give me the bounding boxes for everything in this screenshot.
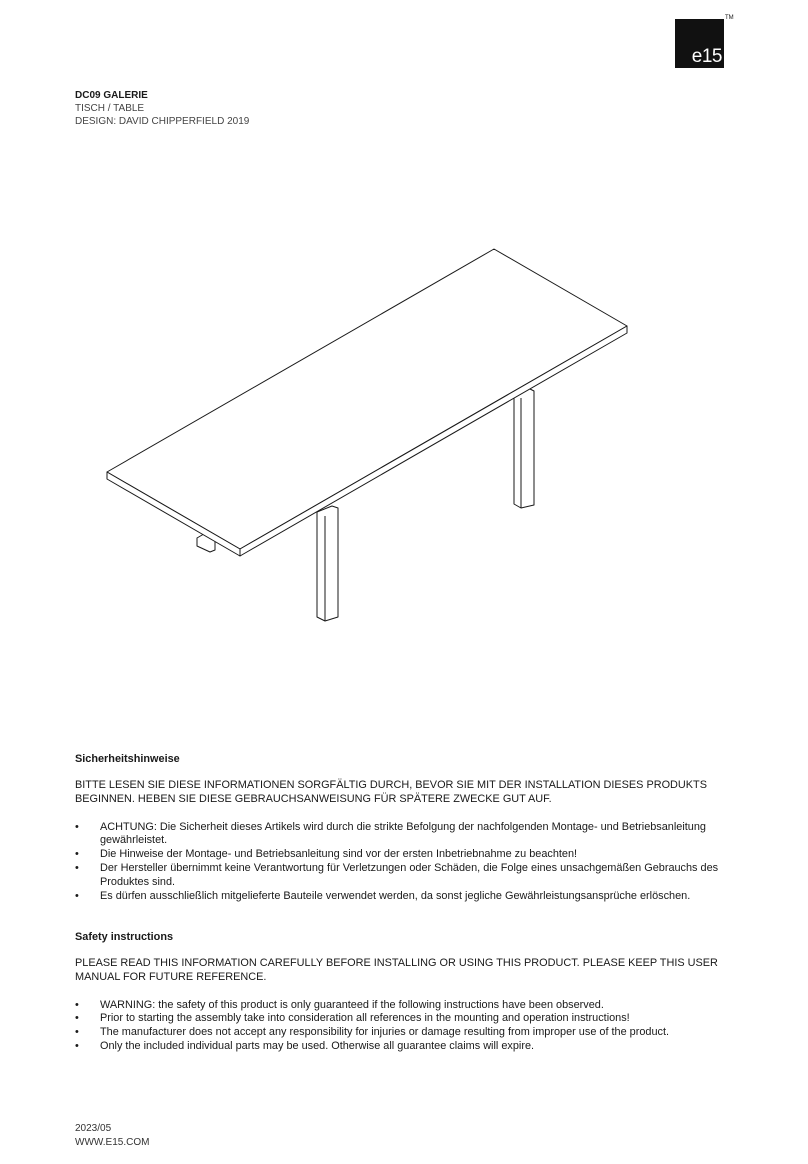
document-date: 2023/05	[75, 1123, 112, 1134]
page-footer	[75, 1122, 149, 1150]
safety-list-de	[75, 821, 735, 904]
logo-text: e15	[691, 46, 722, 67]
table-illustration	[0, 230, 808, 630]
list-item: • ACHTUNG: Die Sicherheit dieses Artikels wird durch die strikte Befolgung der nachfolgenden Montage- und Betriebsanleitung gewährleistet.	[75, 820, 706, 847]
product-title: DC09 GALERIE	[75, 90, 148, 101]
list-item: • Der Hersteller übernimmt keine Verantwortung für Verletzungen oder Schäden, die Folge eines unsachgemäßen Gebrauchs des Produktes sind.	[75, 861, 719, 888]
safety-heading-de: Sicherheitshinweise	[75, 753, 180, 765]
list-item: • Prior to starting the assembly take into consideration all references in the mounting and operation instructions!	[75, 1012, 630, 1025]
safety-intro-en: PLEASE READ THIS INFORMATION CAREFULLY BEFORE INSTALLING OR USING THIS PRODUCT. PLEASE KEEP THIS USER MANUAL FOR FUTURE REFERENCE.	[75, 957, 718, 983]
safety-list-en	[75, 999, 735, 1054]
list-item: • Die Hinweise der Montage- und Betriebsanleitung sind vor der ersten Inbetriebnahme zu beachten!	[75, 848, 578, 861]
product-subtitle: TISCH / TABLE	[75, 103, 145, 114]
safety-section-de	[75, 752, 735, 903]
product-header	[75, 89, 249, 128]
website-link[interactable]: WWW.E15.COM	[75, 1137, 150, 1148]
list-item: • Only the included individual parts may be used. Otherwise all guarantee claims will expire.	[75, 1039, 535, 1052]
list-item: • WARNING: the safety of this product is only guaranteed if the following instructions have been observed.	[75, 998, 604, 1011]
safety-intro-de: BITTE LESEN SIE DIESE INFORMATIONEN SORGFÄLTIG DURCH, BEVOR SIE MIT DER INSTALLATION DIESES PRODUKTS BEGINNEN. HEBEN SIE DIESE GEBRAUCHSANWEISUNG FÜR SPÄTERE ZWECKE GUT AUF.	[75, 779, 707, 805]
table-leg-front	[317, 506, 338, 621]
list-item: • The manufacturer does not accept any responsibility for injuries or damage resulting from improper use of the product.	[75, 1026, 670, 1039]
brand-logo	[675, 19, 724, 68]
safety-heading-en: Safety instructions	[75, 931, 174, 943]
trademark-mark: TM	[725, 15, 734, 21]
table-top-surface	[107, 249, 627, 549]
table-leg-back-right	[514, 388, 534, 508]
product-designer: DESIGN: DAVID CHIPPERFIELD 2019	[75, 116, 250, 127]
list-item: • Es dürfen ausschließlich mitgelieferte Bauteile verwendet werden, da sonst jegliche Gewährleistungsansprüche erlöschen.	[75, 889, 691, 902]
safety-section-en	[75, 930, 735, 1054]
